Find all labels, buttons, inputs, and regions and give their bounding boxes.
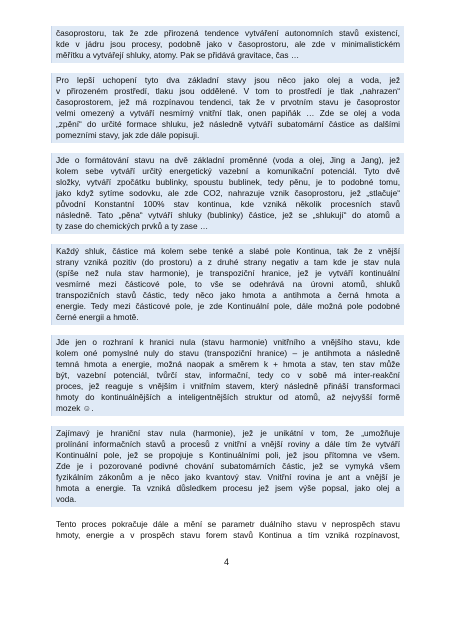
paragraph-6 [56,428,400,505]
text-line: energie. Tedy mezi částicové pole, je zde Kontinuální pole, dále možná pole podobné [56,301,400,311]
text-line: Tento proces pokračuje dále a mění se parametr duálního stavu v neprospěch stavu [56,519,400,529]
text-line: velmi omezený a vytváří nesmírný vnitřní tlak, onen papiňák … Zde se olej a voda [56,108,400,118]
paragraph-7 [56,519,400,541]
text-line: pomezními stavy, jak zde dále popisuji. [56,130,200,140]
text-line: časoprostorem, jež má rozpínavou tendenci, tak že v prvotním stavu je časoprostor [56,97,400,107]
paragraph-2 [56,75,400,141]
paragraph-1 [56,28,400,61]
paragraph-5 [56,337,400,414]
text-line: Kontinuální pole, jež se propojuje s Kontinuálními poli, jež jsou přítomna ve všem. [56,450,400,460]
text-line: měřítku a vytvářejí shluky, atomy. Pak se přidává gravitace, čas … [56,50,300,60]
text-line: temná hmota a energie, možná naopak a směrem k + hmota a stav, ten stav může [56,359,400,369]
text-line: Jde o formátování stavu na dvě základní proměnné (voda a olej, Jing a Jang), jež [56,155,400,165]
text-line: časoprostoru, tak že zde přirozená tendence vytváření autonomních stavů existencí, [56,28,400,38]
text-line: „zpění“ do určité formace shluku, jež následně vytváří subatomární částice as dalšími [56,119,400,129]
text-line: následně. Tato „pěna“ vytváří shluky (bublinky) částice, jež se „shlukují“ do atomů a [56,210,400,220]
text-line: původní Konstantní 100% stav kontinua, kde vzniká několik procesních stavů [56,199,400,209]
text-line: být, vazební potenciál, tvůrčí stav, informační, tedy co v sobě má inter-reakční [56,370,400,380]
text-line: černé energii a hmotě. [56,312,139,322]
text-line: mozek ☺. [56,403,94,413]
text-line: vesmírné mezi částicové pole, to vše se odehrává na úrovni atomů, shluků [56,279,400,289]
text-line: Každý shluk, částice má kolem sebe tenké a slabé pole Kontinua, tak že z vnější [56,246,400,256]
text-line: transpozičních stavů částic, tedy něco jako hmota a antihmota a černá hmota a [56,290,400,300]
paragraph-3 [56,155,400,232]
text-line: voda. [56,494,77,504]
text-line: jako když sytíme sodovku, ale zde CO2, nahrazuje vznik časoprostoru, jež „stlačuje“ [56,188,400,198]
text-line: fyzikálním zákonům a je něco jako kvantový stav. Vnitřní rovina je ant a vnější je [56,472,400,482]
text-line: hmota a energie. Ta vzniká důsledkem procesu jež jsem výše popsal, jako olej a [56,483,400,493]
text-line: hmoty, energie a v prospěch stavu forem stavů Kontinua a tím vzniká rozpínavost, [56,530,400,540]
text-line: strany vzniká pozitiv (do prostoru) a z druhé strany negativ a tam kde je stav nula [56,257,400,267]
text-line: hmoty do kontinuálnějších a inteligentnějších struktur od atomů, až nejvyšší formě [56,392,400,402]
paragraph-4 [56,246,400,323]
text-line: Pro lepší uchopení tyto dva základní stavy jsou něco jako olej a voda, jež [56,75,400,85]
text-line: Zajímavý je hraniční stav nula (harmonie), jež je unikátní v tom, že „umožňuje [56,428,400,438]
page-number: 4 [223,557,229,567]
text-line: kolem oné pomyslné nuly do stavu (transpoziční hranice) – je antihmota a následně [56,348,400,358]
text-line: Jde jen o rozhraní k hranici nula (stavu harmonie) vnitřního a vnějšího stavu, kde [56,337,400,347]
text-line: ty zase do chemických prvků a ty zase … [56,221,209,231]
text-line: proces, jež reaguje s vnějším i vnitřním stavem, který následně přináší transformaci [56,381,400,391]
text-line: v přirozeném prostředí, tlaku jsou oddělené. V tom to prostředí je tlak „nahrazen“ [56,86,400,96]
text-line: kolem sebe vytváří určitý energetický vazební a komunikační potenciál. Tyto dvě [56,166,400,176]
text-line: Zde je i pozorované podivné chování subatomárních částic, jež se vymyká všem [56,461,400,471]
text-line: prolínání informačních stavů a procesů z vnitřní a vnější roviny a dále tím že vytváří [56,439,400,449]
text-line: (spíše než nula stav harmonie), je transpoziční hranice, jež je vytváří kontinuální [56,268,400,278]
text-line: složky, vytváří zpočátku bublinky, spoustu bublinek, tedy pěnu, je to podobné tomu, [56,177,400,187]
text-line: kde v jádru jsou procesy, podobně jako v časoprostoru, ale zde v minimalistickém [56,39,400,49]
